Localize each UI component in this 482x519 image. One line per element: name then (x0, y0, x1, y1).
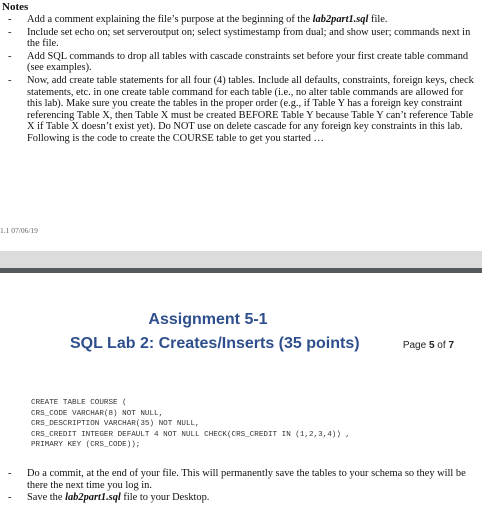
text-run: Table X (45, 121, 79, 133)
document-page-upper (0, 0, 482, 250)
text-run: Include (27, 26, 61, 38)
text-run: commit (49, 468, 82, 479)
text-run: file. (368, 14, 388, 25)
page-current: 5 (428, 340, 435, 351)
text-run: , at the end of your file. This will permanently save the tables to your schema so they will be there the next time you log in. (27, 468, 466, 491)
notes-item (6, 468, 474, 491)
notes-item (6, 27, 474, 50)
text-run: Table Y (280, 109, 314, 121)
notes-heading: Notes (2, 1, 29, 13)
lab-title: SQL Lab 2: Creates/Inserts (35 points) (70, 335, 360, 352)
text-run: command (see examples). (27, 50, 469, 74)
text-run: , then (109, 109, 136, 121)
text-run: show user; (346, 26, 392, 38)
text-run: Table X (76, 109, 110, 121)
text-run: for any foreign key constraints in this lab. Following is the code to create the COURSE table to get you started … (27, 121, 463, 144)
final-notes-list (6, 468, 474, 505)
text-run: Table Y (351, 109, 384, 121)
page-gap (0, 251, 482, 268)
text-run: Save the (27, 492, 66, 504)
text-run: create table (376, 50, 425, 62)
page-number (403, 340, 454, 351)
text-run: create table (121, 86, 170, 98)
text-run: can’t reference (383, 109, 451, 121)
version-footer: 1.1 07/06/19 (0, 226, 38, 235)
text-run: Do a (27, 468, 50, 479)
page-prefix: Page (402, 340, 429, 351)
text-run: and (326, 26, 347, 38)
text-run: cascade constraints (210, 50, 291, 62)
text-run: doesn’t exist yet). Do NOT use (78, 121, 214, 133)
text-run: Table X (27, 109, 474, 133)
text-run: set before your first (290, 50, 377, 62)
text-run: Add a comment explaining the file’s purpose at the beginning of the (27, 14, 313, 25)
text-run: if (34, 121, 46, 133)
text-run: command for each table (i.e., no alter table commands are allowed for this lab). Make sure you create the tables in the proper order (e.g., if (27, 86, 464, 110)
text-run: commands next in the file. (27, 26, 471, 50)
text-run: on delete cascade (213, 121, 287, 133)
text-run: Table X (135, 109, 169, 121)
text-run: Table Y (312, 98, 345, 110)
text-run: lab2part1.sql (65, 492, 121, 504)
sql-code-block: CREATE TABLE COURSE ( CRS_CODE VARCHAR(8) NOT NULL, CRS_DESCRIPTION VARCHAR(35) NOT NULL, CRS_CREDIT INTEGER DEFAULT 4 NOT NULL CHECK(CRS_CREDIT IN (1,2,3,4)) , PRIMARY KEY (CRS_CODE)); (31, 399, 350, 450)
text-run: set echo on; set serveroutput on; select systimestamp from dual; (60, 26, 327, 38)
text-run: must be created BEFORE (168, 109, 281, 121)
page-of: of (434, 340, 449, 351)
notes-list (6, 14, 474, 146)
text-run: because (313, 109, 352, 121)
text-run: Add SQL commands to drop all tables with (27, 50, 211, 62)
notes-item (6, 492, 474, 504)
assignment-title: Assignment 5-1 (148, 311, 268, 328)
text-run: file to your Desktop. (120, 492, 210, 504)
notes-item (6, 75, 474, 145)
page-total: 7 (448, 340, 454, 351)
text-run: Now, add create table statements for all four (4) tables. Include all defaults, constraints, foreign keys, check statements, etc. in one (27, 74, 474, 98)
notes-item (6, 51, 474, 74)
text-run: lab2part1.sql (312, 14, 369, 25)
text-run: has a foreign key constraint referencing (27, 98, 463, 121)
notes-item (6, 14, 474, 26)
